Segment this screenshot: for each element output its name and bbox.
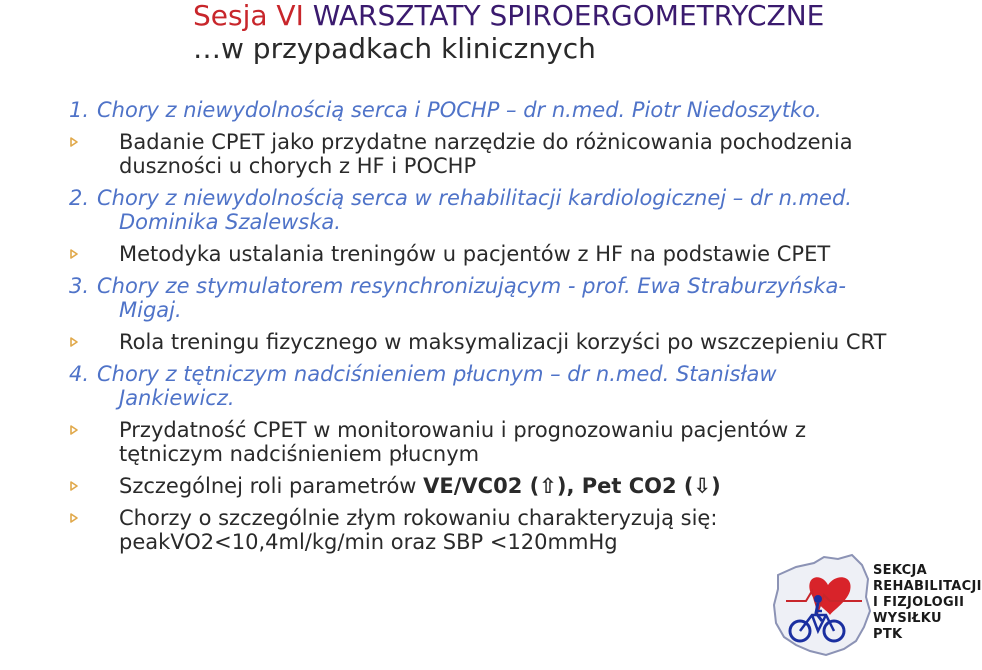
agenda-bullet-1	[69, 130, 949, 178]
bullet-arrow-icon	[69, 137, 79, 147]
logo-line: WYSIŁKU	[873, 611, 942, 626]
item-text-continued: Dominika Szalewska.	[119, 210, 341, 234]
item-text: Chory z tętniczym nadciśnieniem płucnym – dr n.med. Stanisław	[97, 362, 777, 386]
agenda-bullet-2	[69, 242, 949, 266]
arrow-down-icon: ⇩	[693, 474, 712, 498]
item-text-continued: Jankiewicz.	[119, 386, 235, 410]
agenda-item-3	[69, 274, 949, 322]
agenda-list	[69, 98, 949, 562]
logo-line: PTK	[873, 627, 903, 642]
title-workshop-label: WARSZTATY SPIROERGOMETRYCZNE	[312, 0, 825, 32]
item-text: Chory ze stymulatorem resynchronizującym - prof. Ewa Straburzyńska-	[97, 274, 846, 298]
agenda-item-2	[69, 186, 949, 234]
agenda-item-1	[69, 98, 949, 122]
title-line-1	[193, 0, 824, 32]
bullet-text-line-2: peakVO2<10,4ml/kg/min oraz SBP <120mmHg	[119, 530, 618, 554]
agenda-bullet-4	[69, 418, 949, 466]
item-number: 2.	[69, 186, 90, 210]
logo-line: SEKCJA	[873, 563, 927, 578]
arrow-up-icon: ⇧	[539, 474, 557, 498]
item-number: 3.	[69, 274, 90, 298]
logo-line: I FIZJOLOGII	[873, 595, 965, 610]
bullet-text-line-1: Metodyka ustalania treningów u pacjentów z HF na podstawie CPET	[119, 242, 831, 266]
bullet-arrow-icon	[69, 249, 79, 259]
bullet-text-bold-3: )	[711, 474, 721, 498]
bullet-text-rich	[119, 474, 949, 498]
bullet-text-bold-1: VE/VC02 (	[423, 474, 540, 498]
bullet-text-line-1: Chorzy o szczególnie złym rokowaniu charakteryzują się:	[119, 506, 718, 530]
item-text-continued: Migaj.	[119, 298, 182, 322]
agenda-item-4	[69, 362, 949, 410]
bullet-text-bold-2: ), Pet CO2 (	[556, 474, 694, 498]
bullet-text-line-2: duszności u chorych z HF i POCHP	[119, 154, 477, 178]
title-session-label: Sesja VI	[193, 0, 304, 32]
bullet-arrow-icon	[69, 513, 79, 523]
bullet-arrow-icon	[69, 425, 79, 435]
bullet-text-line-1: Badanie CPET jako przydatne narzędzie do różnicowania pochodzenia	[119, 130, 853, 154]
bullet-text-line-1: Rola treningu fizycznego w maksymalizacji korzyści po wszczepieniu CRT	[119, 330, 887, 354]
agenda-bullet-3	[69, 330, 949, 354]
agenda-bullet-5	[69, 474, 949, 498]
item-number: 1.	[69, 98, 90, 122]
logo-text	[873, 563, 982, 643]
bullet-arrow-icon	[69, 481, 79, 491]
logo-line: REHABILITACJI	[873, 579, 982, 594]
item-number: 4.	[69, 362, 90, 386]
bullet-text-line-1: Przydatność CPET w monitorowaniu i prognozowaniu pacjentów z	[119, 418, 806, 442]
item-text: Chory z niewydolnością serca i POCHP – dr n.med. Piotr Niedoszytko.	[97, 98, 822, 122]
bullet-text-plain: Szczególnej roli parametrów	[119, 474, 424, 498]
item-text: Chory z niewydolnością serca w rehabilitacji kardiologicznej – dr n.med.	[97, 186, 852, 210]
bullet-text-line-2: tętniczym nadciśnieniem płucnym	[119, 442, 480, 466]
title-subtitle: …w przypadkach klinicznych	[193, 32, 596, 65]
bullet-arrow-icon	[69, 337, 79, 347]
slide-title	[193, 0, 824, 65]
section-logo	[766, 545, 982, 666]
